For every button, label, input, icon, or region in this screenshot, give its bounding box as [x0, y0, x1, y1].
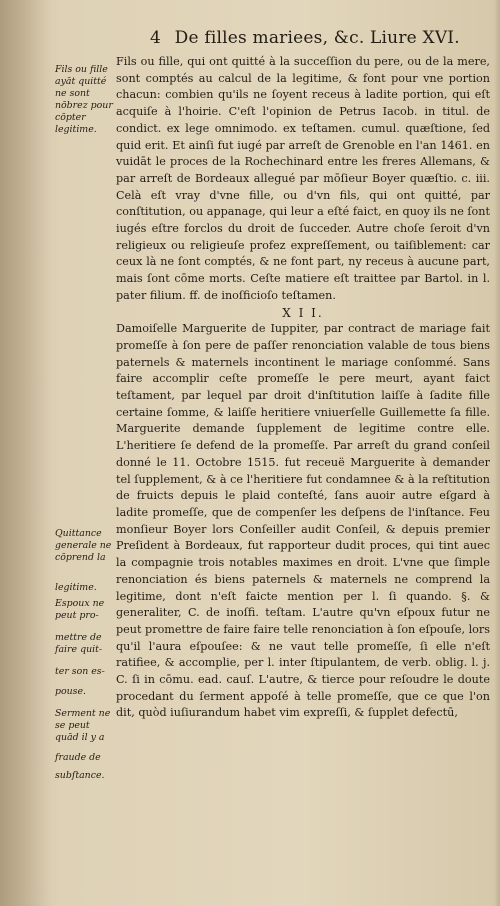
- margin-note: ter son es-: [55, 666, 105, 677]
- margin-note: Espoux ne peut pro-: [55, 598, 105, 621]
- running-title: De filles mariees, &c. Liure XVI.: [174, 28, 460, 48]
- margin-note: subſtance.: [55, 770, 105, 781]
- page-gutter-shadow: [0, 0, 50, 906]
- margin-note: Quittance generale ne cōprend la: [55, 528, 112, 563]
- section-heading: X I I.: [282, 305, 324, 320]
- margin-note: mettre de faire quit-: [55, 632, 103, 655]
- margin-note: fraude de: [55, 752, 101, 763]
- paragraph-2: Damoiſelle Marguerite de Iuppiter, par contract de mariage fait promeſſe à ſon pere de paſſer renonciation valable de tous biens paternels & maternels incontinent le mariage conſommé. Sans faire accomplir ceſte promeſſe le pere meurt, ayant faict teſtament, par lequel par droit d'inſtitution laiſſe à ſadite fille certaine ſomme, & laiſſe heritiere vniuerſelle Guillemette ſa fille. Marguerite demande ſupplement de legitime contre elle. L'heritiere ſe defend de la promeſſe. Par arreſt du grand conſeil donné le 11. Octobre 1515. fut receuë Marguerite à demander tel ſupplement, & à ce l'heritiere fut condamnee & à la reſtitution de fruicts depuis le plaid conteſté, ſans auoir autre eſgard à ladite promeſſe, que de compenſer les deſpens de l'inſtance. Feu monſieur Boyer lors Conſeiller audit Conſeil, & depuis premier Preſident à Bordeaux, fut rapporteur dudit proces, qui tint auec la compagnie trois notables maximes en droit. L'vne que ſimple renonciation és biens paternels & maternels ne comprend la legitime, dont n'eſt faicte mention per l. ſi quando. §. & generaliter, C. de inoſfi. teſtam. L'autre qu'vn eſpoux futur ne peut promettre de faire faire telle renonciation à ſon eſpouſe, lors qu'il l'aura eſpouſee: & ne vaut telle promeſſe, ſi elle n'eſt ratifiee, & accomplie, per l. inter ſtipulantem, de verb. oblig. l. j. C. ſi in cōmu. ead. cauſ. L'autre, & tierce pour reſoudre le doute procedant du ſerment appoſé à telle promeſſe, que ce que l'on dit, quòd iuſiurandum habet vim expreſſi, & ſupplet defectū,: [116, 322, 490, 720]
- paragraph-1: Fils ou fille, qui ont quitté à la succeſſion du pere, ou de la mere, sont comptés au calcul de la legitime, & font pour vne portion chacun: combien qu'ils ne ſoyent receus à ladite portion, qui eſt acquiſe à l'hoirie. C'eſt l'opinion de Petrus Iacob. in titul. de condict. ex lege omnimodo. ex teſtamen. cumul. quæſtione, ſed quid erit. Et ainſi fut iugé par arreſt de Grenoble en l'an 1461. en vuidāt le proces de la Rochechinard entre les freres Allemans, & par arreſt de Bordeaux allegué par mōſieur Boyer quæſtio. c. iii. Celà eſt vray d'vne fille, ou d'vn fils, qui ont quitté, par conſtitution, ou appanage, qui leur a eſté faict, en quoy ils ne ſont iugés eſtre forclos du droit de ſucceder. Autre choſe ſeroit d'vn religieux ou religieuſe profez expreſſement, ou taiſiblement: car ceux là ne ſont comptés, & ne font part, ny receus à aucune part, mais ſont cōme morts. Ceſte matiere eſt traittee par Bartol. in l. pater filium. ff. de inoſficioſo teſtamen.: [116, 55, 490, 302]
- page-edge-shadow: [494, 0, 500, 906]
- margin-note: Fils ou fille ayāt quitté ne sont nōbrez pour cōpter legitime.: [55, 64, 113, 135]
- margin-note: pouse.: [55, 686, 87, 697]
- main-text: [116, 54, 490, 722]
- margin-note: quād il y a: [55, 732, 105, 743]
- page-number: 4: [150, 28, 162, 48]
- margin-note: Serment ne se peut: [55, 708, 111, 731]
- margin-note: legitime.: [55, 582, 97, 593]
- running-header: [150, 28, 480, 48]
